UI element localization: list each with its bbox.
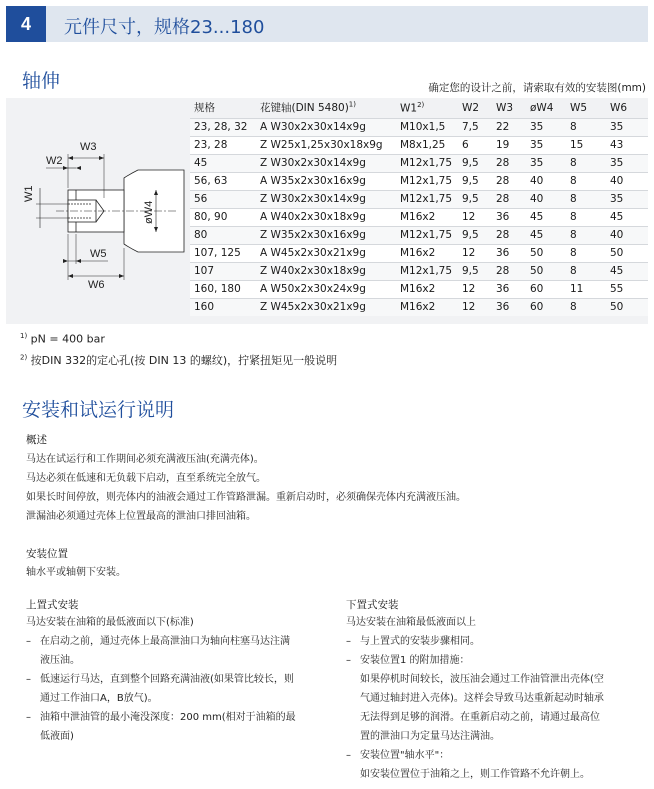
table-cell: M10x1,5 xyxy=(396,118,458,136)
label-w4: øW4 xyxy=(143,200,155,224)
above-install-title: 上置式安装 xyxy=(26,599,79,611)
table-cell: 35 xyxy=(606,190,648,208)
table-cell: 40 xyxy=(606,172,648,190)
table-cell: 36 xyxy=(492,298,526,316)
label-w6: W6 xyxy=(88,279,105,291)
below-install-title: 下置式安装 xyxy=(346,599,399,611)
table-cell: 80 xyxy=(190,226,256,244)
col-w3: W3 xyxy=(492,98,526,118)
table-cell: 60 xyxy=(526,298,566,316)
table-cell: 9,5 xyxy=(458,226,492,244)
table-cell: M12x1,75 xyxy=(396,262,458,280)
col-spline: 花键轴(DIN 5480)$^{1)}$ xyxy=(256,98,396,118)
table-row xyxy=(190,280,648,298)
table-cell: 8 xyxy=(566,226,606,244)
list-item: – 安装位置"轴水平"： 如安装位置位于油箱之上，则工作管路不允许朝上。 xyxy=(346,746,646,784)
table-cell: A W40x2x30x18x9g xyxy=(256,208,396,226)
table-cell: 12 xyxy=(458,244,492,262)
table-cell: 7,5 xyxy=(458,118,492,136)
above-install-list xyxy=(26,613,326,746)
chapter-number: 4 xyxy=(6,6,46,42)
install-section-title: 安装和试运行说明 xyxy=(22,399,175,421)
table-cell: 8 xyxy=(566,172,606,190)
table-cell: 23, 28 xyxy=(190,136,256,154)
table-cell: 9,5 xyxy=(458,190,492,208)
table-cell: 45 xyxy=(526,226,566,244)
table-row xyxy=(190,208,648,226)
table-cell: M12x1,75 xyxy=(396,154,458,172)
table-cell: 8 xyxy=(566,118,606,136)
table-cell: 8 xyxy=(566,190,606,208)
chapter-header xyxy=(6,6,648,42)
table-cell: 28 xyxy=(492,226,526,244)
col-w1: W1$^{2)}$ xyxy=(396,98,458,118)
table-cell: M8x1,25 xyxy=(396,136,458,154)
table-cell: 56 xyxy=(190,190,256,208)
table-cell: 28 xyxy=(492,172,526,190)
table-cell: 40 xyxy=(526,190,566,208)
table-row xyxy=(190,118,648,136)
table-cell: Z W25x1,25x30x18x9g xyxy=(256,136,396,154)
table-cell: 160 xyxy=(190,298,256,316)
table-cell: M12x1,75 xyxy=(396,190,458,208)
table-row xyxy=(190,226,648,244)
table-cell: M12x1,75 xyxy=(396,226,458,244)
footnote-1: $^{1)}$ pN = 400 bar xyxy=(20,332,105,346)
table-cell: 55 xyxy=(606,280,648,298)
table-cell: Z W40x2x30x18x9g xyxy=(256,262,396,280)
table-cell: 9,5 xyxy=(458,262,492,280)
table-cell: Z W30x2x30x14x9g xyxy=(256,154,396,172)
shaft-section-title: 轴伸 xyxy=(22,70,61,92)
table-cell: 36 xyxy=(492,208,526,226)
table-cell: 8 xyxy=(566,298,606,316)
table-row xyxy=(190,136,648,154)
table-cell: 43 xyxy=(606,136,648,154)
table-cell: 45 xyxy=(606,262,648,280)
shaft-end-drawing xyxy=(6,98,188,324)
table-header-row xyxy=(190,98,648,118)
table-cell: A W30x2x30x14x9g xyxy=(256,118,396,136)
table-row xyxy=(190,244,648,262)
table-cell: 15 xyxy=(566,136,606,154)
label-w3: W3 xyxy=(80,141,97,153)
chapter-title: 元件尺寸，规格23...180 xyxy=(64,17,265,38)
shaft-dimension-table xyxy=(190,98,648,316)
table-cell: 45 xyxy=(606,208,648,226)
table-cell: 28 xyxy=(492,262,526,280)
table-cell: 12 xyxy=(458,208,492,226)
table-cell: 45 xyxy=(526,208,566,226)
table-cell: 35 xyxy=(606,154,648,172)
overview-title: 概述 xyxy=(26,434,47,446)
table-cell: 19 xyxy=(492,136,526,154)
table-cell: 107 xyxy=(190,262,256,280)
col-w4: øW4 xyxy=(526,98,566,118)
table-row xyxy=(190,154,648,172)
table-cell: 8 xyxy=(566,262,606,280)
table-cell: A W45x2x30x21x9g xyxy=(256,244,396,262)
table-cell: A W35x2x30x16x9g xyxy=(256,172,396,190)
list-item: – 在启动之前，通过壳体上最高泄油口为轴向柱塞马达注满 液压油。 xyxy=(26,632,326,670)
table-cell: 23, 28, 32 xyxy=(190,118,256,136)
table-row xyxy=(190,262,648,280)
table-cell: 22 xyxy=(492,118,526,136)
below-intro: 马达安装在油箱最低液面以上 xyxy=(346,617,476,628)
table-cell: 50 xyxy=(606,298,648,316)
table-cell: A W50x2x30x24x9g xyxy=(256,280,396,298)
table-cell: 50 xyxy=(526,244,566,262)
overview-text: 马达在试运行和工作期间必须充满液压油(充满壳体)。 马达必须在低速和无负载下启动，直至系统完全放气。 如果长时间停放，则壳体内的油液会通过工作管路泄漏。重新启动时，必须确保壳体内充满液压油。 泄漏油必须通过壳体上位置最高的泄油口排回油箱。 xyxy=(26,454,466,522)
table-cell: 36 xyxy=(492,280,526,298)
table-cell: 12 xyxy=(458,298,492,316)
table-cell: Z W45x2x30x21x9g xyxy=(256,298,396,316)
table-cell: 8 xyxy=(566,154,606,172)
table-cell: 80, 90 xyxy=(190,208,256,226)
list-item: – 与上置式的安装步骤相同。 xyxy=(346,632,646,651)
above-intro: 马达安装在油箱的最低液面以下(标准) xyxy=(26,617,194,628)
col-w5: W5 xyxy=(566,98,606,118)
table-cell: 60 xyxy=(526,280,566,298)
table-cell: 50 xyxy=(606,244,648,262)
table-cell: 8 xyxy=(566,244,606,262)
table-cell: 35 xyxy=(606,118,648,136)
table-cell: 11 xyxy=(566,280,606,298)
table-cell: 35 xyxy=(526,136,566,154)
label-w1: W1 xyxy=(23,185,35,202)
label-w5: W5 xyxy=(90,248,107,260)
position-title: 安装位置 xyxy=(26,548,68,560)
table-cell: 36 xyxy=(492,244,526,262)
label-w2: W2 xyxy=(46,155,63,167)
table-cell: M12x1,75 xyxy=(396,172,458,190)
table-cell: Z W35x2x30x16x9g xyxy=(256,226,396,244)
table-cell: 12 xyxy=(458,280,492,298)
col-w6: W6 xyxy=(606,98,648,118)
design-note: 确定您的设计之前，请索取有效的安装图(mm) xyxy=(428,82,646,94)
table-cell: Z W30x2x30x14x9g xyxy=(256,190,396,208)
position-text: 轴水平或轴朝下安装。 xyxy=(26,567,126,578)
list-item: – 油箱中泄油管的最小淹没深度：200 mm(相对于油箱的最 低液面) xyxy=(26,708,326,746)
table-cell: M16x2 xyxy=(396,244,458,262)
table-cell: 28 xyxy=(492,190,526,208)
below-install-list xyxy=(346,613,646,784)
table-cell: 40 xyxy=(606,226,648,244)
table-cell: 45 xyxy=(190,154,256,172)
table-cell: 40 xyxy=(526,172,566,190)
table-cell: 9,5 xyxy=(458,154,492,172)
table-cell: 9,5 xyxy=(458,172,492,190)
table-cell: 35 xyxy=(526,154,566,172)
col-size: 规格 xyxy=(190,98,256,118)
table-cell: M16x2 xyxy=(396,298,458,316)
list-item: – 安装位置1 的附加措施： 如果停机时间较长，波压油会通过工作油管泄出壳体(空 气通过轴封进入壳体)。这样会导致马达重新起动时轴承 无法得到足够的润滑。在重新启动之前，请通过最高位 置的泄油口为定量马达注满油。 xyxy=(346,651,646,746)
table-row xyxy=(190,298,648,316)
table-cell: 8 xyxy=(566,208,606,226)
table-cell: 56, 63 xyxy=(190,172,256,190)
table-cell: 160, 180 xyxy=(190,280,256,298)
list-item: – 低速运行马达，直到整个回路充满油液(如果管比较长，则 通过工作油口A，B放气)。 xyxy=(26,670,326,708)
col-w2: W2 xyxy=(458,98,492,118)
table-cell: 50 xyxy=(526,262,566,280)
table-cell: M16x2 xyxy=(396,208,458,226)
table-row xyxy=(190,172,648,190)
table-cell: 35 xyxy=(526,118,566,136)
table-cell: 107, 125 xyxy=(190,244,256,262)
table-cell: 6 xyxy=(458,136,492,154)
footnote-2: $^{2)}$ 按DIN 332的定心孔(按 DIN 13 的螺纹)，拧紧扭矩见一般说明 xyxy=(20,353,338,367)
table-row xyxy=(190,190,648,208)
table-cell: M16x2 xyxy=(396,280,458,298)
table-cell: 28 xyxy=(492,154,526,172)
